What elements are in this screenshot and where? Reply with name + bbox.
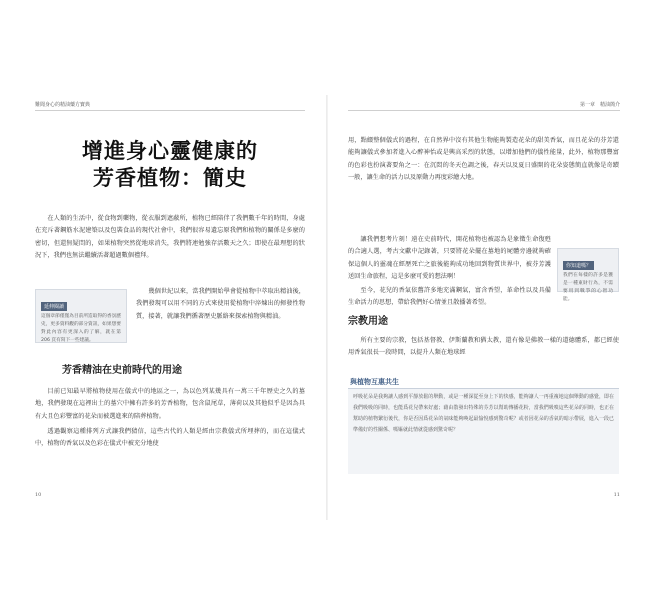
callout-title: 與植物互惠共生 bbox=[350, 378, 399, 386]
left-page bbox=[0, 0, 327, 609]
right-page-number: 11 bbox=[613, 492, 620, 498]
did-you-know-text: 我們在每樣的許多是獲是一種東財行為，不需要用到戰爭的心智功能。 bbox=[563, 273, 613, 302]
further-reading-tag: 延伸閱讀 bbox=[41, 302, 67, 311]
further-reading-text: 這個章節僅僅為目前所造取得的香氛歷史，更多資料觀的部分資訊，如果想要對此內容有更深入的了解，就在第 206 頁有寫下一些建議。 bbox=[41, 314, 121, 343]
prehistory-paragraph-2: 透過觀察這種排列方式讓我們猜信，這些古代的人類是經由宗教儀式所埋葬的，而在這儀式中，植物的香氣以及色彩在儀式中被充分地使 bbox=[35, 427, 305, 448]
intro-block bbox=[35, 213, 305, 262]
did-you-know-box bbox=[557, 248, 619, 302]
chapter-title bbox=[60, 137, 280, 191]
right-header-rule bbox=[348, 110, 620, 111]
left-header-rule bbox=[35, 110, 305, 111]
religion-paragraph: 所有主要的宗教，包括基督教、伊斯蘭教和猶太教，還有像是佛教一樣的道德體系，都已經使用香氣很長一段時間，以提升人類在地球經 bbox=[348, 337, 619, 357]
did-you-know-tag: 你知道嗎？ bbox=[563, 261, 594, 270]
right-intro-block bbox=[348, 135, 619, 184]
callout-text: 呼吸花朵是我夠讓人感到平靜放鬆的舉動，或是一種深從至身上下的快感，能夠讓人一再重複地這個舉動的感覺，即在我們吸吸的同時，也能爲花兒帶來好處；藉由散發出特殊的芬芳以幫助傳播花粉，當我們吸嗅這些花朵的同時，也正在幫助的植物繁衍後代，你是否因爲花朵的氣味能夠喚起最愉悅感到驚奇呢？或者因花朵的香氣的暗示帶展，進入一段已準備好的性關係、嗎嫗就此情就從感到驚奇呢？ bbox=[353, 394, 614, 433]
intro-paragraph: 在人類的生活中，從食物到藥物，從衣服到遮蔽所，植物已經陪伴了我們數千年的時間，身處在充斥著鋼筋水泥建築以及包裝食品的現代社會中，我們很容易遺忘原我們和植物的關係是多麼的密切，但還無疑問的，如果植物突然從地球消失，我們將連勉強存活數天之久；即使在最理想的狀況下，我們也無法繼續活著超過數個禮拜。 bbox=[35, 215, 305, 259]
wrap-block bbox=[136, 286, 305, 323]
religion-block bbox=[348, 335, 619, 360]
chapter-title-line1: 增進身心靈健康的 bbox=[82, 138, 258, 163]
right-running-head: 第一章 精油簡介 bbox=[579, 102, 620, 108]
right-wrap-block bbox=[348, 234, 551, 310]
prehistory-paragraph-1: 目前已知最早將植物使用在儀式中的地區之一，為以色列某幾具有一萬三千年歷史之久的墓地，我們發現在這裡出土的墓穴中擁有許多的芳香植物，包含鼠尾草，薄荷以及其他似乎是因為具有大且色彩豐富的花朵而被選進來的陪葬植物。 bbox=[35, 388, 305, 420]
right-paragraph-3: 至今，花兒的香氣依舊許多地充滿鋼氣，富含香望，革命性以及具備生命活力的思想，帶給我們好心情並且散播著希望。 bbox=[348, 287, 551, 307]
wrap-paragraph: 幾個世紀以來，當我們開始學會從植物中萃取出精油後，我們發現可以用不同的方式來使用從植物中淬煉出的揮發性物質，接著，就讓我們循著歷史脈絡來探索植物與精油。 bbox=[136, 288, 305, 320]
symbiosis-callout-box bbox=[348, 389, 619, 474]
chapter-title-line2: 芳香植物：簡史 bbox=[93, 165, 247, 190]
left-running-head: 難聞身心的精油藥方寶典 bbox=[35, 102, 91, 108]
further-reading-box bbox=[35, 289, 127, 343]
religion-heading: 宗教用途 bbox=[348, 316, 388, 327]
prehistory-block bbox=[35, 386, 305, 450]
right-paragraph-1: 用，點綴整個儀式的過程，在自然界中沒有其他生物能夠製造花朵的甜美香氣，而且花朵的芬芳還能夠讓儀式參加者進入心醉神怡或是興高采烈的狀態，以增加他們的儀性能量，此外，植物那豐富的色彩也扮演著要角之一：在沉悶的冬天色調之後，春天以及夏日盛開的花朵姿態簡直就像是奇蹟一般，讓生命的活力以及原動力再度彩繪大地。 bbox=[348, 137, 619, 181]
right-paragraph-2: 讓我們想考片刻！遠在史前時代，開花植物也被認為是象徵生命復甦的合適人選，考古文獻中記錄著，只要將花朵擺在墓地的屍體旁邊就夠確保這個人的靈魂在經歷死亡之旅後能夠成功地回到物質世界中，被芬芳護送回生命旅程，這是多麼可愛的想法啊！ bbox=[348, 236, 551, 280]
left-page-number: 10 bbox=[35, 492, 42, 498]
prehistory-heading: 芳香精油在史前時代的用途 bbox=[62, 365, 182, 376]
right-page bbox=[328, 0, 655, 609]
